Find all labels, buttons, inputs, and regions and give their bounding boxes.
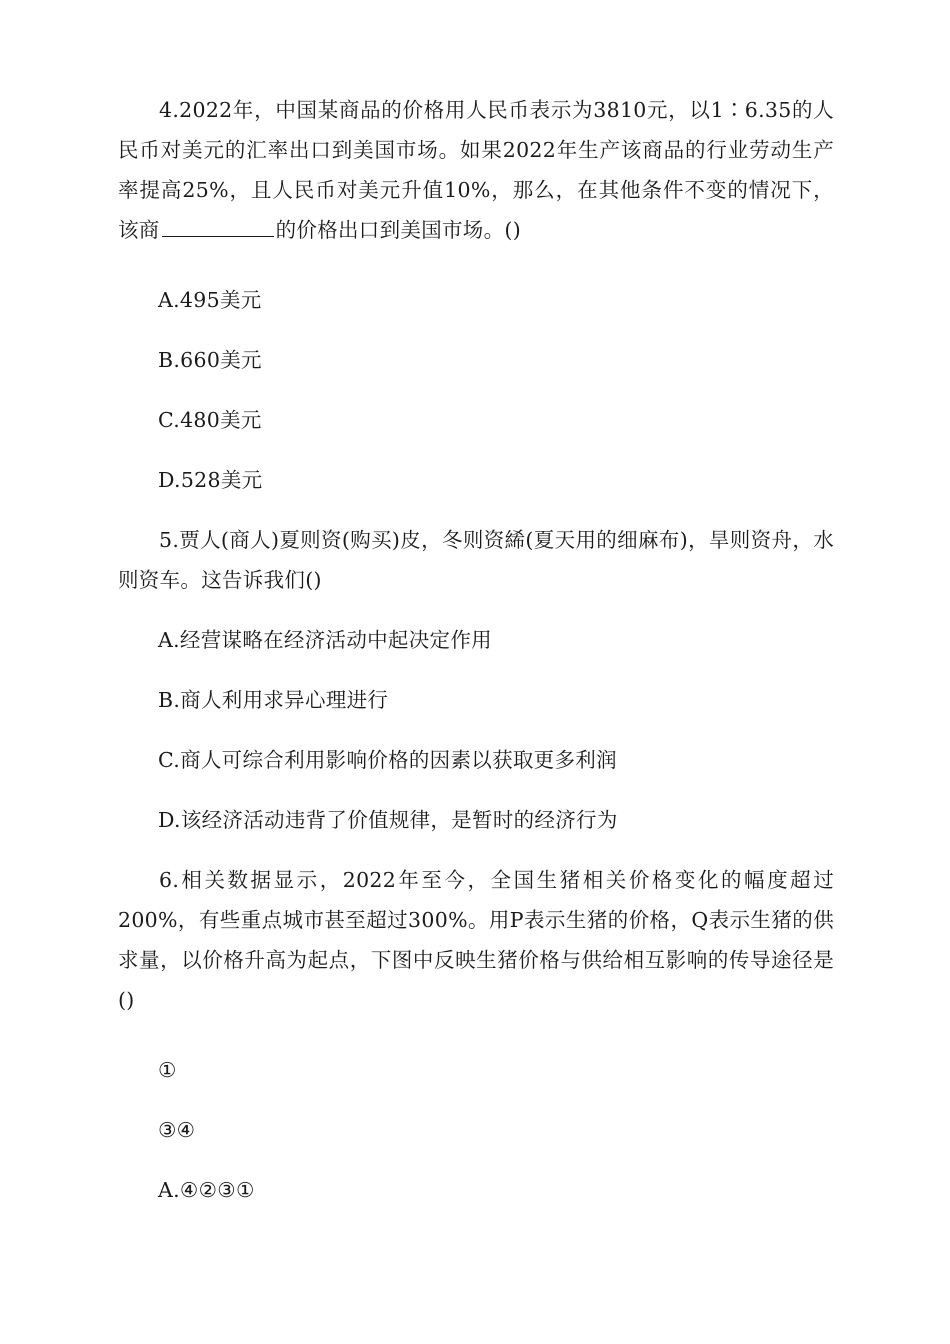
question-5-option-c: C.商人可综合利用影响价格的因素以获取更多利润 bbox=[158, 748, 617, 772]
question-4-option-c: C.480美元 bbox=[158, 408, 262, 432]
question-4-option-d: D.528美元 bbox=[158, 468, 263, 492]
question-6-option-a: A.④②③① bbox=[158, 1178, 255, 1202]
question-4-stem-part2: 的价格出口到美国市场。() bbox=[275, 218, 522, 242]
question-5-stem: 5.贾人(商人)夏则资(购买)皮，冬则资絺(夏天用的细麻布)，旱则资舟，水则资车。这告诉我们() bbox=[118, 528, 834, 592]
question-4-stem bbox=[118, 90, 834, 250]
question-6-item-1: ① bbox=[158, 1058, 177, 1082]
question-4-option-b: B.660美元 bbox=[158, 348, 262, 372]
answer-blank bbox=[162, 218, 274, 237]
question-6-item-2: ③④ bbox=[158, 1118, 196, 1142]
question-5-option-d: D.该经济活动违背了价值规律，是暂时的经济行为 bbox=[158, 808, 618, 832]
question-5-option-b: B.商人利用求异心理进行 bbox=[158, 688, 389, 712]
question-4-option-a: A.495美元 bbox=[158, 288, 262, 312]
question-6-stem: 6.相关数据显示，2022年至今，全国生猪相关价格变化的幅度超过200%，有些重点城市甚至超过300%。用P表示生猪的价格，Q表示生猪的供求量，以价格升高为起点，下图中反映生猪价格与供给相互影响的传导途径是() bbox=[118, 868, 834, 1012]
question-5-option-a: A.经营谋略在经济活动中起决定作用 bbox=[158, 628, 492, 652]
question-4-stem-part1: 4.2022年，中国某商品的价格用人民币表示为3810元，以1∶6.35的人民币对美元的汇率出口到美国市场。如果2022年生产该商品的行业劳动生产率提高25%，且人民币对美元升值10%，那么，在其他条件不变的情况下，该商 bbox=[118, 98, 834, 242]
